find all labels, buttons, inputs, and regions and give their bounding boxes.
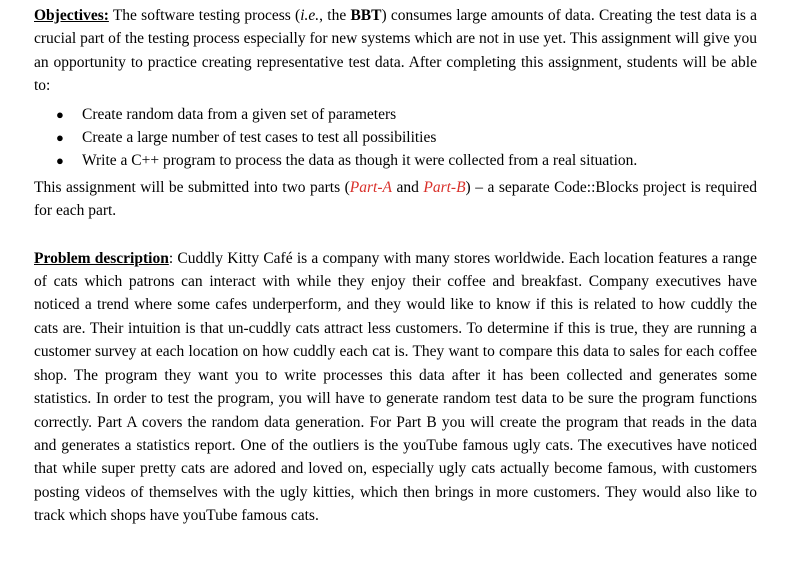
- bullet-icon: ●: [56, 153, 64, 169]
- list-item: [56, 149, 757, 172]
- objectives-intro-text-3: ) consumes large amounts of data. Creating the test data is a crucial part of the testing process especially for new systems which are not in use yet. This assignment will give you an opportunity to practice creating representative test data. After completing this assignment, students will be able to:: [34, 7, 757, 95]
- objectives-paragraph: [34, 4, 757, 98]
- submission-and: and: [391, 178, 424, 196]
- objectives-heading: Objectives:: [34, 7, 109, 24]
- bullet-text: Write a C++ program to process the data as though it were collected from a real situation.: [82, 152, 638, 170]
- bullet-icon: ●: [56, 130, 64, 146]
- part-a-label: Part-A: [349, 178, 392, 196]
- problem-body: Cuddly Kitty Café is a company with many stores worldwide. Each location features a range of cats which patrons can interact with while they enjoy their coffee and breakfast. Company executives have noticed a trend where some cafes underperform, and they would like to know if this is related to how cuddly the cats are. Their intuition is that un-cuddly cats attract less customers. To determine if this is true, they are running a customer survey at each location on how cuddly each cat is. They want to compare this data to sales for each coffee shop. The program they want you to write processes this data after it has been collected and generates some statistics. In order to test the program, you will have to generate random test data to be sure the program functions correctly. Part A covers the random data generation. For Part B you will create the program that reads in the data and generates a statistics report. One of the outliers is the youTube famous ugly cats. The executives have noticed that while super pretty cats are adored and loved on, especially ugly cats actually become famous, with customers posting videos of themselves with the ugly kitties, which then brings in more customers. They would also like to track which shops have youTube famous cats.: [34, 249, 757, 525]
- list-item: [56, 103, 757, 126]
- objectives-intro-text-1: The software testing process (: [108, 7, 301, 24]
- submission-paragraph: [34, 176, 757, 223]
- bullet-icon: ●: [56, 106, 64, 122]
- objectives-bbt: BBT: [350, 7, 382, 24]
- objectives-ie: i.e.: [300, 7, 320, 24]
- objectives-intro-text-2: , the: [319, 7, 351, 24]
- submission-text-2: ) – a separate Code::Blocks project is required for each part.: [34, 178, 757, 220]
- section-spacer: [34, 223, 757, 247]
- list-item: [56, 126, 757, 149]
- problem-colon: :: [168, 249, 174, 267]
- objectives-bullet-list: [34, 103, 757, 173]
- problem-paragraph: [34, 247, 757, 528]
- problem-heading: Problem description: [34, 249, 169, 267]
- submission-text-1: This assignment will be submitted into two parts (: [34, 178, 350, 196]
- bullet-text: Create random data from a given set of parameters: [82, 105, 397, 123]
- part-b-label: Part-B: [423, 178, 466, 196]
- bullet-text: Create a large number of test cases to test all possibilities: [82, 129, 437, 147]
